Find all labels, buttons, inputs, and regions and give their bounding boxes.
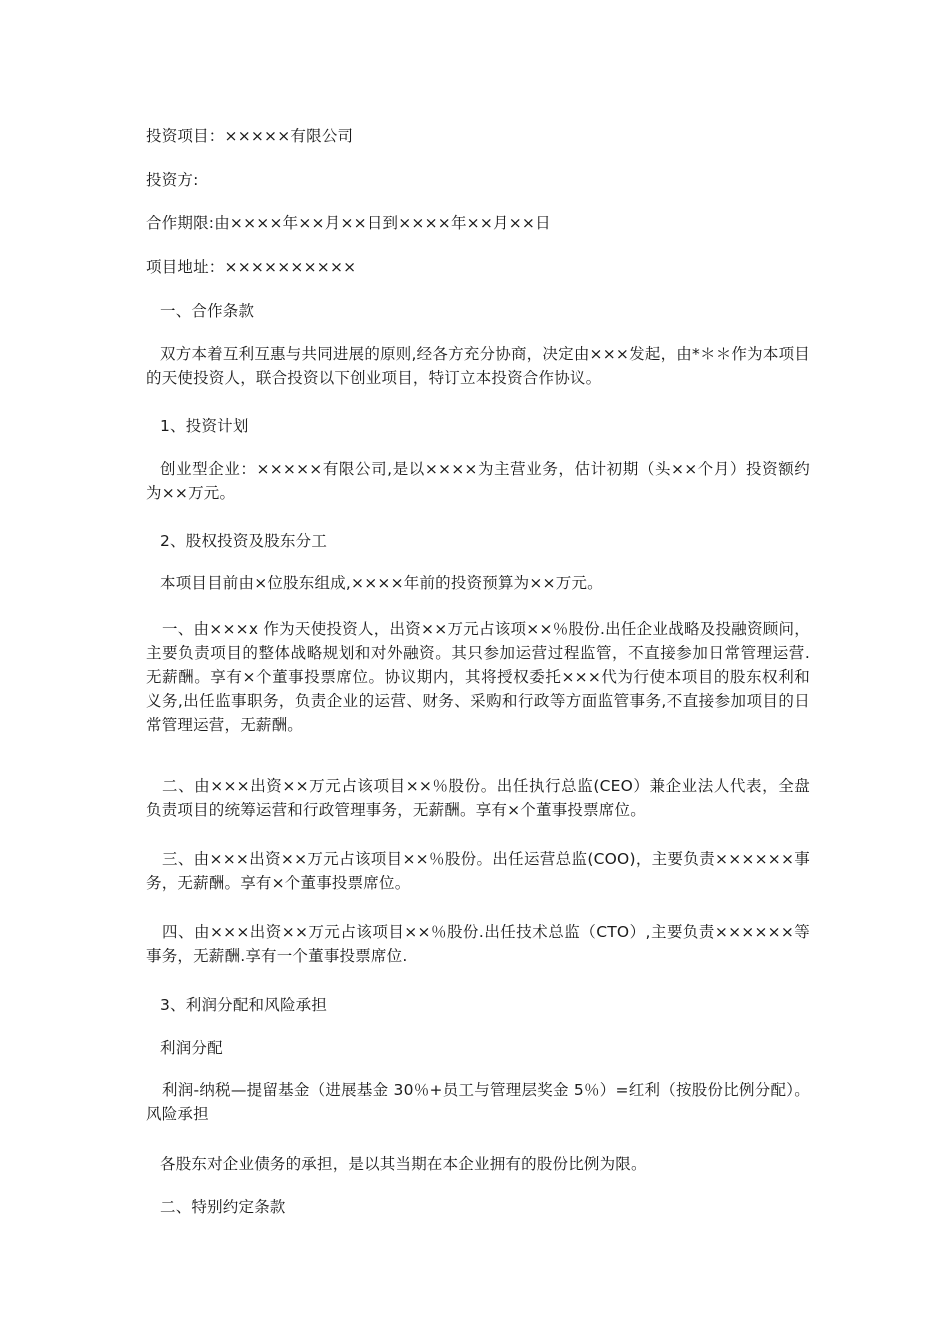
investor-line: 投资方: bbox=[146, 171, 199, 189]
plan-title: 1、投资计划 bbox=[160, 417, 249, 435]
project-line: 投资项目：×××××有限公司 bbox=[146, 127, 354, 145]
section-1-intro: 双方本着互利互惠与共同进展的原则,经各方充分协商，决定由×××发起，由*＊＊作为本项目的天使投资人，联合投资以下创业项目，特订立本投资合作协议。 bbox=[146, 345, 810, 387]
equity-item-1: 一、由×××x 作为天使投资人，出资××万元占该项××％股份.出任企业战略及投融资顾问，主要负责项目的整体战略规划和对外融资。其只参加运营过程监管，不直接参加日常管理运营.无薪酬。享有×个董事投票席位。协议期内，其将授权委托×××代为行使本项目的股东权利和义务,出任监事职务，负责企业的运营、财务、采购和行政等方面监管事务,不直接参加项目的日常管理运营，无薪酬。 bbox=[146, 620, 810, 734]
address-line: 项目地址：×××××××××× bbox=[146, 258, 357, 276]
equity-title: 2、股权投资及股东分工 bbox=[160, 532, 328, 550]
risk-text: 各股东对企业债务的承担，是以其当期在本企业拥有的股份比例为限。 bbox=[160, 1155, 647, 1173]
equity-item-2: 二、由×××出资××万元占该项目××％股份。出任执行总监(CEO）兼企业法人代表，全盘负责项目的统筹运营和行政管理事务，无薪酬。享有×个董事投票席位。 bbox=[146, 777, 810, 819]
equity-intro: 本项目目前由×位股东组成,××××年前的投资预算为××万元。 bbox=[160, 574, 603, 592]
profit-subtitle: 利润分配 bbox=[160, 1039, 223, 1057]
profit-title: 3、利润分配和风险承担 bbox=[160, 996, 328, 1014]
section-2-title: 二、特别约定条款 bbox=[160, 1198, 286, 1216]
equity-item-4: 四、由×××出资××万元占该项目××％股份.出任技术总监（CTO）,主要负责××××××等事务，无薪酬.享有一个董事投票席位. bbox=[146, 923, 810, 965]
profit-text: 利润-纳税—提留基金（进展基金 30％+员工与管理层奖金 5％）=红利（按股份比例分配）。 风险承担 bbox=[146, 1081, 810, 1123]
section-1-title: 一、合作条款 bbox=[160, 302, 255, 320]
plan-text: 创业型企业：×××××有限公司,是以××××为主营业务，估计初期（头××个月）投资额约为××万元。 bbox=[146, 460, 810, 502]
term-line: 合作期限:由××××年××月××日到××××年××月××日 bbox=[146, 214, 551, 232]
equity-item-3: 三、由×××出资××万元占该项目××％股份。出任运营总监(COO)，主要负责××××××事务，无薪酬。享有×个董事投票席位。 bbox=[146, 850, 810, 892]
